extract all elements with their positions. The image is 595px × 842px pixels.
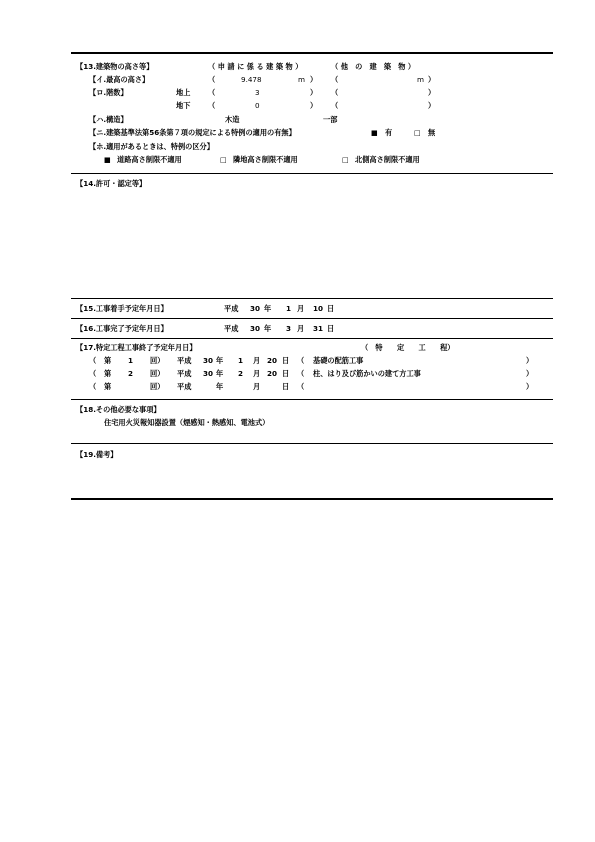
s17-row3-era: 平成 <box>177 382 192 391</box>
above-other-close: ） <box>428 88 436 97</box>
s17-row2-day: 20 <box>267 369 278 378</box>
height-other-close: ） <box>428 75 436 84</box>
s17-row1-popen: （ <box>297 356 305 365</box>
s17-row3-m: 月 <box>253 382 261 391</box>
opt3-checkbox[interactable]: □ <box>342 155 349 164</box>
opt1-checkbox[interactable]: ■ <box>104 155 111 164</box>
s17-row1-pclose: ） <box>526 356 534 365</box>
above-close: ） <box>310 88 318 97</box>
height-other-open: （ <box>331 75 339 84</box>
s15-month: 1 <box>286 304 292 313</box>
rule-top <box>71 52 553 54</box>
s17-row2-popen: （ <box>297 369 305 378</box>
s13-col-applied: （ 申 請 に 係 る 建 築 物 ） <box>208 62 303 71</box>
below-other-open: （ <box>331 101 339 110</box>
s13-col-other: （ 他 の 建 築 物 ） <box>331 62 416 71</box>
s17-row3-no-suffix: 回） <box>150 382 165 391</box>
s17-row2-desc: 柱、はり及び筋かいの建て方工事 <box>313 369 421 378</box>
below-open: （ <box>208 101 216 110</box>
s16-d: 日 <box>327 324 335 333</box>
s17-row1-month: 1 <box>238 356 244 365</box>
s17-row3-d: 日 <box>282 382 290 391</box>
s15-header: 【15.工事着手予定年月日】 <box>76 304 168 313</box>
s16-day: 31 <box>313 324 324 333</box>
s15-m: 月 <box>297 304 305 313</box>
s17-row3-open: （ <box>89 382 97 391</box>
s18-value: 住宅用火災報知器設置（煙感知・熱感知、電池式） <box>104 418 270 427</box>
s17-row3-popen: （ <box>297 382 305 391</box>
s17-row1-no-suffix: 回） <box>150 356 165 365</box>
s17-row2-era: 平成 <box>177 369 192 378</box>
s17-row2-month: 2 <box>238 369 244 378</box>
rule-s17-end <box>71 399 553 400</box>
rule-bottom <box>71 498 553 500</box>
article-label: 【ニ.建築基準法第56条第７項の規定による特例の適用の有無】 <box>89 128 296 137</box>
article-no-checkbox[interactable]: □ <box>414 128 421 137</box>
height-close: ） <box>310 75 318 84</box>
s17-row3-no-prefix: 第 <box>104 382 112 391</box>
s14-header: 【14.許可・認定等】 <box>76 179 147 188</box>
s19-header: 【19.備考】 <box>76 450 118 459</box>
s16-m: 月 <box>297 324 305 333</box>
s15-year: 30 <box>250 304 261 313</box>
s17-row1-no: 1 <box>128 356 134 365</box>
s17-row1-era: 平成 <box>177 356 192 365</box>
s15-day: 10 <box>313 304 324 313</box>
s17-row3-pclose: ） <box>526 382 534 391</box>
s15-y: 年 <box>264 304 272 313</box>
s17-row1-d: 日 <box>282 356 290 365</box>
s17-header: 【17.特定工程工事終了予定年月日】 <box>76 343 197 352</box>
opt3-label: 北側高さ制限不適用 <box>355 155 420 164</box>
s17-row2-open: （ <box>89 369 97 378</box>
article-yes-label: 有 <box>385 128 393 137</box>
s17-row2-year: 30 <box>203 369 214 378</box>
s17-row1-day: 20 <box>267 356 278 365</box>
above-other-open: （ <box>331 88 339 97</box>
applicable-label: 【ホ.適用があるときは、特例の区分】 <box>89 142 214 151</box>
s15-era: 平成 <box>224 304 239 313</box>
height-label: 【イ.最高の高さ】 <box>89 75 150 84</box>
s13-header: 【13.建築物の高さ等】 <box>76 62 154 71</box>
below-close: ） <box>310 101 318 110</box>
above-value: 3 <box>255 88 260 97</box>
stories-label: 【ロ.階数】 <box>89 88 128 97</box>
s17-row1-m: 月 <box>253 356 261 365</box>
height-open: （ <box>208 75 216 84</box>
rule-s14-end <box>71 298 553 299</box>
s17-row2-no-prefix: 第 <box>104 369 112 378</box>
rule-s18-end <box>71 443 553 444</box>
below-other-close: ） <box>428 101 436 110</box>
opt2-label: 隣地高さ制限不適用 <box>233 155 298 164</box>
s15-d: 日 <box>327 304 335 313</box>
s17-row1-year: 30 <box>203 356 214 365</box>
s17-row1-open: （ <box>89 356 97 365</box>
s17-col-title: （ 特 定 工 程） <box>361 343 455 352</box>
s16-era: 平成 <box>224 324 239 333</box>
rule-s16-end <box>71 338 553 339</box>
rule-s15-end <box>71 318 553 319</box>
structure-label: 【ハ.構造】 <box>89 115 128 124</box>
s17-row2-d: 日 <box>282 369 290 378</box>
opt1-label: 道路高さ制限不適用 <box>117 155 182 164</box>
s17-row2-no: 2 <box>128 369 134 378</box>
article-yes-checkbox[interactable]: ■ <box>371 128 378 137</box>
above-label: 地上 <box>176 88 191 97</box>
structure-part: 一部 <box>323 115 338 124</box>
rule-s13-end <box>71 173 553 174</box>
s17-row2-pclose: ） <box>526 369 534 378</box>
height-value: 9.478 <box>241 75 262 84</box>
s16-year: 30 <box>250 324 261 333</box>
s17-row3-y: 年 <box>216 382 224 391</box>
s17-row1-no-prefix: 第 <box>104 356 112 365</box>
height-other-unit: m <box>417 75 425 84</box>
above-open: （ <box>208 88 216 97</box>
s17-row1-y: 年 <box>216 356 224 365</box>
s17-row2-m: 月 <box>253 369 261 378</box>
article-no-label: 無 <box>428 128 436 137</box>
below-label: 地下 <box>176 101 191 110</box>
s18-header: 【18.その他必要な事項】 <box>76 405 161 414</box>
below-value: 0 <box>255 101 260 110</box>
height-unit: m <box>298 75 306 84</box>
s17-row2-no-suffix: 回） <box>150 369 165 378</box>
structure-value: 木造 <box>225 115 240 124</box>
s16-header: 【16.工事完了予定年月日】 <box>76 324 168 333</box>
opt2-checkbox[interactable]: □ <box>220 155 227 164</box>
s16-month: 3 <box>286 324 292 333</box>
s17-row1-desc: 基礎の配筋工事 <box>313 356 364 365</box>
s17-row2-y: 年 <box>216 369 224 378</box>
s16-y: 年 <box>264 324 272 333</box>
